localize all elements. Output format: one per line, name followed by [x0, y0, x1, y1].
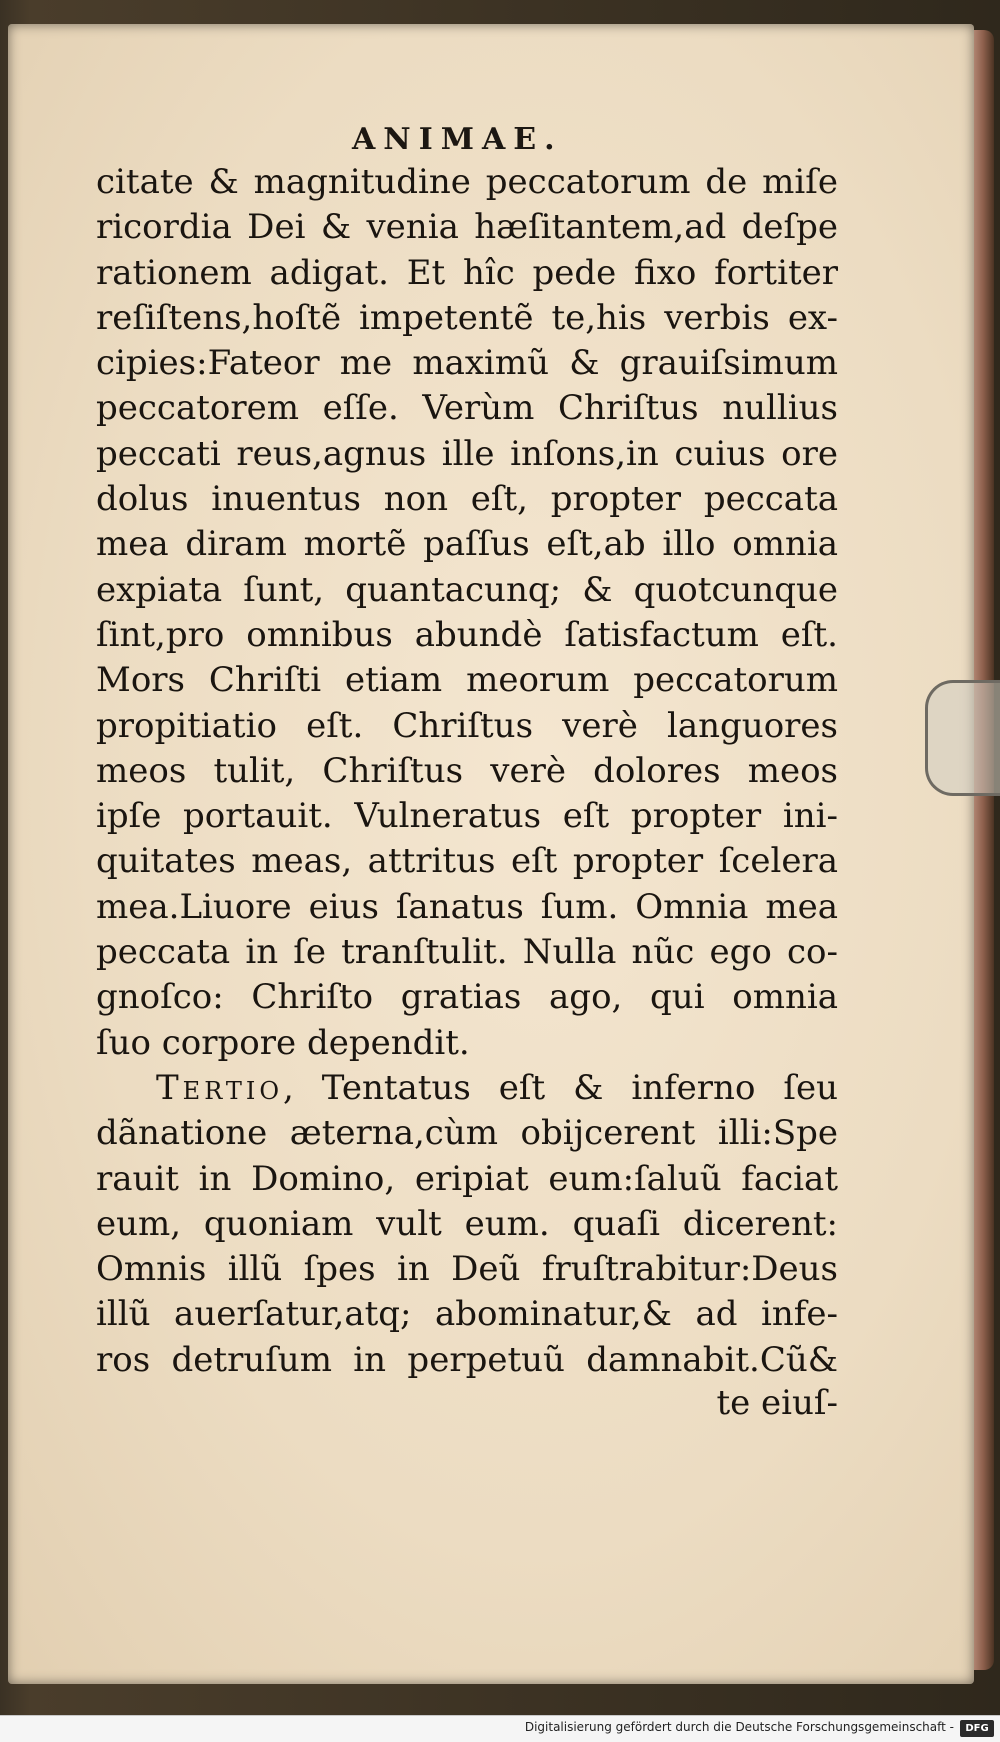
text-line: peccati reus,agnus ille inſons,in cuius ore	[96, 433, 838, 474]
text-line: illũ auerſatur,atq; abominatur,& ad infe-	[96, 1294, 838, 1335]
text-line: meos tulit, Chriſtus verè dolores meos	[96, 750, 838, 791]
text-line: ſint,pro omnibus abundè ſatisfactum eſt.	[96, 614, 838, 655]
text-line: dãnatione æterna,cùm obijcerent illi:Spe	[96, 1113, 838, 1154]
text-line: eum, quoniam vult eum. quaſi dicerent:	[96, 1203, 838, 1244]
dfg-logo: DFG	[960, 1720, 994, 1737]
text-line: citate & magnitudine peccatorum de miſe	[96, 162, 838, 202]
small-caps-word: Tertio	[156, 1067, 284, 1108]
text-fragment: , Tentatus eſt & inferno ſeu	[283, 1067, 838, 1108]
text-line: peccata in ſe tranſtulit. Nulla nũc ego co-	[96, 932, 838, 973]
text-line: mea.Liuore eius ſanatus ſum. Omnia mea	[96, 886, 838, 927]
text-line: Mors Chriſti etiam meorum peccatorum	[96, 660, 838, 701]
text-line: ricordia Dei & venia hæſitantem,ad deſpe	[96, 207, 838, 248]
text-line: gnoſco: Chriſto gratias ago, qui omnia	[96, 977, 838, 1018]
text-line: ros detruſum in perpetuũ damnabit.Cũ&	[96, 1339, 838, 1380]
text-line: mea diram mortẽ paſſus eſt,ab illo omnia	[96, 524, 838, 565]
paragraph-opening-line	[96, 1066, 838, 1111]
body-text	[96, 160, 838, 1383]
text-line: rauit in Domino, eripiat eum:ſaluũ faciat	[96, 1158, 838, 1199]
book-clasp	[925, 680, 1000, 796]
text-line: peccatorem eſſe. Verùm Chriſtus nullius	[96, 388, 838, 429]
text-line: expiata ſunt, quantacunq; & quotcunque	[96, 569, 838, 610]
text-line: reſiſtens,hoſtẽ impetentẽ te,his verbis ex-	[96, 297, 838, 338]
text-line: ipſe portauit. Vulneratus eſt propter ini-	[96, 796, 838, 837]
funding-credit: Digitalisierung gefördert durch die Deutsche Forschungsgemeinschaft -	[524, 1720, 954, 1734]
text-line: ſuo corpore dependit.	[96, 1022, 470, 1063]
running-head: ANIMAE.	[352, 122, 563, 157]
text-line: cipies:Fateor me maximũ & grauiſsimum	[96, 343, 838, 384]
text-line: quitates meas, attritus eſt propter ſcelera	[96, 841, 838, 882]
text-line: propitiatio eſt. Chriſtus verè languores	[96, 705, 838, 746]
text-line: rationem adigat. Et hîc pede fixo fortiter	[96, 252, 838, 293]
text-line: dolus inuentus non eſt, propter peccata	[96, 479, 838, 520]
text-line: Omnis illũ ſpes in Deũ fruſtrabitur:Deus	[96, 1249, 838, 1290]
digitization-footer	[0, 1715, 1000, 1742]
catchword: te eiuſ-	[716, 1383, 838, 1423]
